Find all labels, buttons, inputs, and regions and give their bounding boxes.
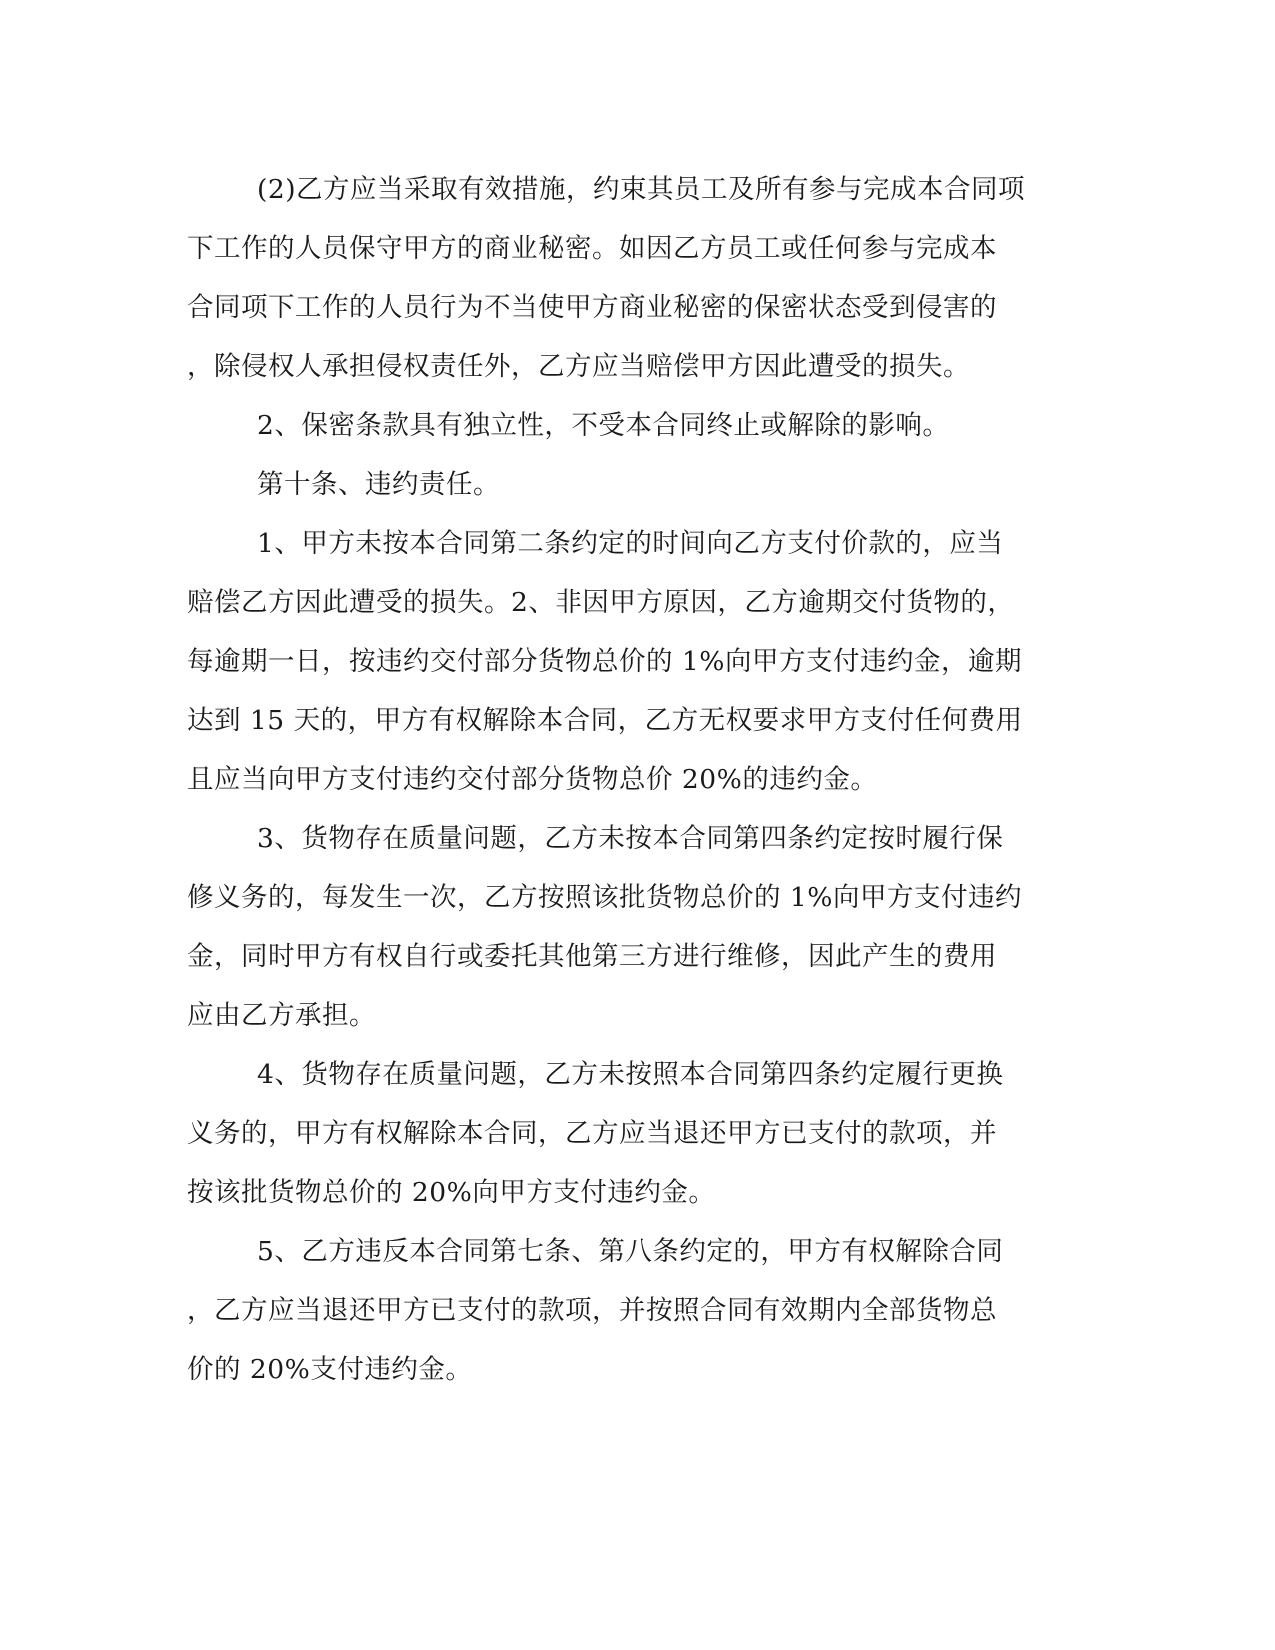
text-line: 赔偿乙方因此遭受的损失。2、非因甲方原因，乙方逾期交付货物的， <box>187 587 1015 618</box>
text-line: 达到 15 天的，甲方有权解除本合同，乙方无权要求甲方支付任何费用 <box>187 705 1023 736</box>
text-line: 每逾期一日，按违约交付部分货物总价的 1%向甲方支付违约金，逾期 <box>187 646 1022 677</box>
text-line: 2、保密条款具有独立性，不受本合同终止或解除的影响。 <box>257 410 950 441</box>
text-line: 金，同时甲方有权自行或委托其他第三方进行维修，因此产生的费用 <box>187 941 997 972</box>
text-line: 3、货物存在质量问题，乙方未按本合同第四条约定按时履行保 <box>257 823 1004 854</box>
text-line: 4、货物存在质量问题，乙方未按照本合同第四条约定履行更换 <box>257 1059 1004 1090</box>
text-line: 5、乙方违反本合同第七条、第八条约定的，甲方有权解除合同 <box>257 1236 1004 1267</box>
text-line: ，乙方应当退还甲方已支付的款项，并按照合同有效期内全部货物总 <box>187 1295 997 1326</box>
text-line: ，除侵权人承担侵权责任外，乙方应当赔偿甲方因此遭受的损失。 <box>187 351 970 382</box>
text-line: 1、甲方未按本合同第二条约定的时间向乙方支付价款的，应当 <box>257 528 1004 559</box>
text-line: 下工作的人员保守甲方的商业秘密。如因乙方员工或任何参与完成本 <box>187 233 997 264</box>
text-line: 且应当向甲方支付违约交付部分货物总价 20%的违约金。 <box>187 764 878 795</box>
text-line: 应由乙方承担。 <box>187 1000 376 1031</box>
text-line: 修义务的，每发生一次，乙方按照该批货物总价的 1%向甲方支付违约 <box>187 882 1022 913</box>
section-heading: 第十条、违约责任。 <box>257 469 500 500</box>
text-line: 义务的，甲方有权解除本合同，乙方应当退还甲方已支付的款项，并 <box>187 1118 997 1149</box>
text-line: 按该批货物总价的 20%向甲方支付违约金。 <box>187 1177 716 1208</box>
text-line: 价的 20%支付违约金。 <box>187 1354 473 1385</box>
document-body <box>187 160 1067 1399</box>
text-line: 合同项下工作的人员行为不当使甲方商业秘密的保密状态受到侵害的 <box>187 292 997 323</box>
text-line: (2)乙方应当采取有效措施，约束其员工及所有参与完成本合同项 <box>257 174 1026 205</box>
